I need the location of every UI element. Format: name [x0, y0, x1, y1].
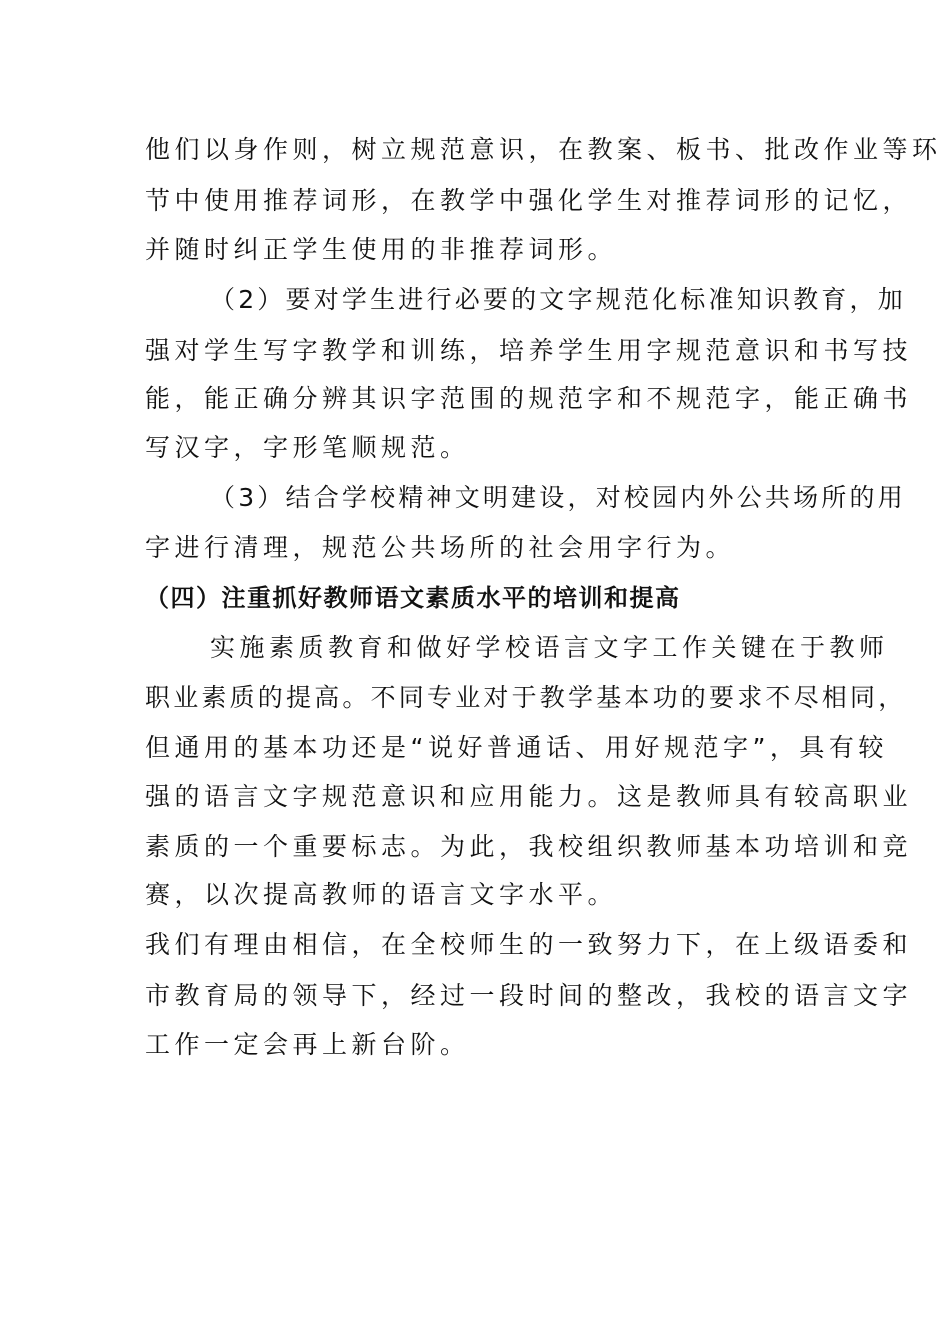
text-line-4: （2）要对学生进行必要的文字规范化标准知识教育，加	[210, 285, 906, 314]
text-line-3: 并随时纠正学生使用的非推荐词形。	[145, 235, 618, 264]
text-line-12: 职业素质的提高。不同专业对于教学基本功的要求不尽相同，	[145, 683, 907, 712]
text-line-18: 市教育局的领导下，经过一段时间的整改，我校的语言文字	[145, 981, 913, 1010]
text-line-9: 字进行清理，规范公共场所的社会用字行为。	[145, 533, 736, 562]
text-line-7: 写汉字，字形笔顺规范。	[145, 433, 470, 462]
text-line-15: 素质的一个重要标志。为此，我校组织教师基本功培训和竞	[145, 832, 913, 861]
text-line-8: （3）结合学校精神文明建设，对校园内外公共场所的用	[210, 483, 906, 512]
text-line-14: 强的语言文字规范意识和应用能力。这是教师具有较高职业	[145, 782, 913, 811]
text-line-6: 能，能正确分辨其识字范围的规范字和不规范字，能正确书	[145, 384, 913, 413]
text-line-11: 实施素质教育和做好学校语言文字工作关键在于教师	[210, 633, 889, 662]
text-line-1: 他们以身作则，树立规范意识，在教案、板书、批改作业等环	[145, 135, 942, 164]
text-line-17: 我们有理由相信，在全校师生的一致努力下，在上级语委和	[145, 930, 913, 959]
text-line-16: 赛，以次提高教师的语言文字水平。	[145, 880, 618, 909]
text-line-13: 但通用的基本功还是“说好普通话、用好规范字”，具有较	[145, 733, 888, 762]
section-heading: （四）注重抓好教师语文素质水平的培训和提高	[145, 584, 681, 612]
text-line-19: 工作一定会再上新台阶。	[145, 1030, 470, 1059]
text-line-5: 强对学生写字教学和训练，培养学生用字规范意识和书写技	[145, 336, 913, 365]
text-line-2: 节中使用推荐词形，在教学中强化学生对推荐词形的记忆，	[145, 186, 913, 215]
